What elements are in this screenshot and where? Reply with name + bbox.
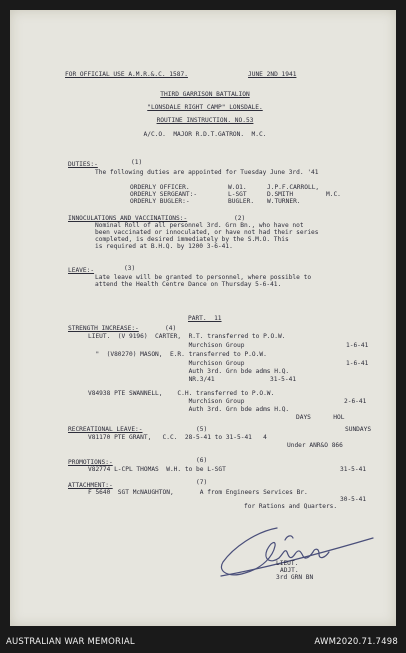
duty-extra: M.C. [326,191,341,198]
instruction-number: ROUTINE INSTRUCTION. NO.53 [156,117,254,124]
days-hol-label: DAYS HOL [296,414,345,421]
strength-line: LIEUT. (V 9196) CARTER, R.T. transferred to P.O.W. [88,333,286,340]
leave-number: (3) [124,265,136,272]
part-two-heading: PART. 11 [188,315,222,322]
innoculations-line: is required at B.H.Q. by 1200 3-6-41. [95,243,233,250]
attachment-number: (7) [196,479,208,486]
document-page [10,10,396,626]
strength-line: " (V80270) MASON, E.R. transferred to P.O.W. [88,351,267,358]
strength-line: Murchison Group [88,398,245,405]
duties-number: (1) [131,159,143,166]
promotions-line: V82774 L-CPL THOMAS W.H. to be L-SGT [88,466,226,473]
recreational-heading: RECREATIONAL LEAVE:- [68,426,143,433]
innoculations-line: completed, is desired immediately by the S.M.O. This [95,236,289,243]
leave-line: Late leave will be granted to personnel, where possible to [95,274,312,281]
duties-intro: The following duties are appointed for Tuesday June 3rd. '41 [95,169,319,176]
strength-heading: STRENGTH INCREASE:- [68,325,139,332]
strength-number: (4) [165,325,177,332]
attachment-date: 30-5-41 [340,496,367,503]
classification-header: FOR OFFICIAL USE A.M.R.&.C. 1587. [65,71,188,78]
archive-footer [0,632,406,653]
innoculations-line: been vaccinated or innoculated, or have not had their series [95,229,319,236]
duty-rank: BUGLER. [228,198,255,205]
recreational-line: V81170 PTE GRANT, C.C. 28-5-41 to 31-5-41 4 [88,434,267,441]
signature-appointment: ADJT. [280,567,299,574]
commanding-officer: A/C.O. MAJOR R.D.T.GATRON. M.C. [143,131,267,138]
signature-unit: 3rd GRN BN [276,574,314,581]
promotions-date: 31-5-41 [340,466,367,473]
archive-name: AUSTRALIAN WAR MEMORIAL [6,637,135,647]
innoculations-heading: INNOCULATIONS AND VACCINATIONS:- [68,215,188,222]
signature-rank: LIEUT. [276,560,299,567]
strength-line: V84938 PTE SWANNELL, C.H. transferred to P.O.W. [88,390,275,397]
recreational-number: (5) [196,426,208,433]
leave-heading: LEAVE:- [68,267,95,274]
innoculations-number: (2) [234,215,246,222]
innoculations-line: Nominal Roll of all personnel 3rd. Grn Bn., who have not [95,222,304,229]
duty-role: ORDERLY SERGEANT:- [130,191,198,198]
archive-reference: AWM2020.71.7498 [314,637,398,647]
duty-rank: W.O1. [228,184,247,191]
document-date: JUNE 2ND 1941 [248,71,297,78]
duty-name: W.TURNER. [267,198,301,205]
strength-line: NR.3/41 [88,376,215,383]
duty-rank: L-SGT [228,191,247,198]
strength-date: 2-6-41 [344,398,367,405]
duty-role: ORDERLY BUGLER:- [130,198,190,205]
strength-line: Murchison Group [88,342,245,349]
camp-title: "LONSDALE RIGHT CAMP" LONSDALE. [147,104,263,111]
strength-line: Murchison Group [88,360,245,367]
attachment-line: F 5640 SGT McNAUGHTON, A from Engineers Services Br. [88,489,308,496]
attachment-heading: ATTACHMENT:- [68,482,113,489]
strength-line: Auth 3rd. Grn bde adms H.Q. [88,406,290,413]
duty-name: J.P.F.CARROLL, [267,184,320,191]
promotions-heading: PROMOTIONS:- [68,459,113,466]
strength-date: 1-6-41 [346,342,369,349]
recreational-authority: Under ANR&O 866 [287,442,343,449]
unit-title: THIRD GARRISON BATTALION [160,91,250,98]
leave-line: attend the Health Centre Dance on Thursday 5-6-41. [95,281,282,288]
strength-date: 1-6-41 [346,360,369,367]
duties-heading: DUTIES:- [68,161,98,168]
duty-name: D.SMITH [267,191,294,198]
promotions-number: (6) [196,457,208,464]
duty-role: ORDERLY OFFICER. [130,184,190,191]
sundays-label: SUNDAYS [345,426,372,433]
strength-line: Auth 3rd. Grn bde adms H.Q. [88,368,290,375]
attachment-line-2: for Rations and Quarters. [244,503,338,510]
strength-date: 31-5-41 [270,376,297,383]
